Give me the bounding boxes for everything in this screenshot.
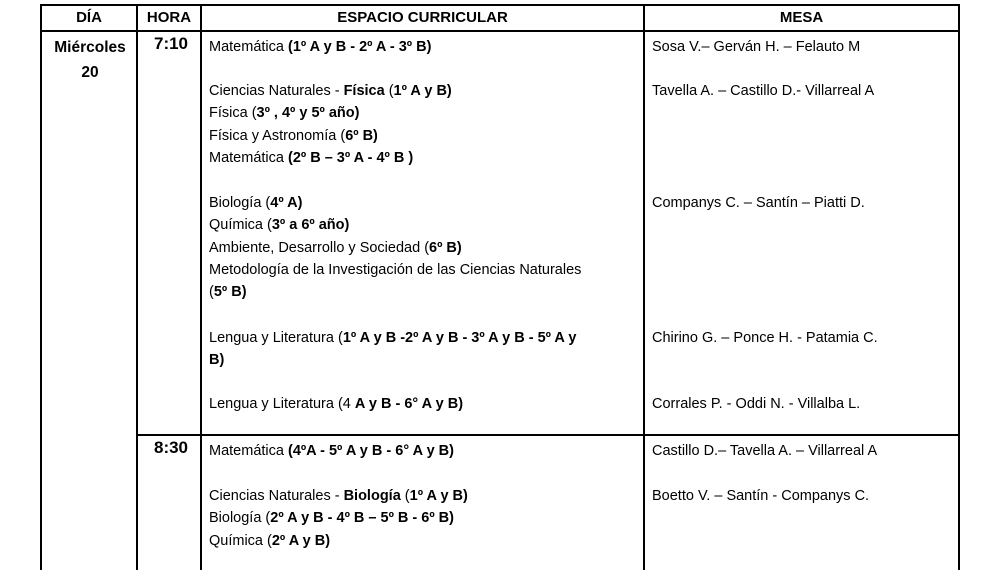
course-group: 3º a 6º año) (271, 217, 350, 234)
course-group: 3º , 4º y 5º año) (256, 105, 360, 122)
subject-text: Metodología de la Investigación de las Ciencias Naturales (209, 261, 582, 278)
examiners-panel: Tavella A. – Castillo D.- Villarreal A (652, 83, 875, 99)
course-group: 5º B) (213, 284, 247, 301)
curricular-line (209, 125, 649, 147)
course-group: Física (343, 83, 385, 99)
course-group: 6º B) (345, 127, 378, 144)
examiners-panel: Chirino G. – Ponce H. - Patamia C. (652, 330, 878, 346)
curricular-line (209, 102, 649, 124)
subject-text: Ambiente, Desarrollo y Sociedad ( (209, 239, 430, 256)
column-divider (136, 6, 138, 570)
subject-text: Ciencias Naturales - (209, 488, 344, 504)
course-group: 1º A y B -2º A y B - 3º A y B - 5º A y (342, 330, 577, 346)
examiners-panel: Companys C. – Santín – Piatti D. (652, 195, 865, 211)
examiners-panel: Castillo D.– Tavella A. – Villarreal A (652, 443, 878, 459)
subject-text: Química ( (209, 217, 272, 234)
curricular-space-block (209, 192, 649, 303)
course-group: (1º A y B - 2º A - 3º B) (287, 39, 432, 55)
header-divider (42, 30, 958, 32)
curricular-line (209, 237, 649, 259)
examiners-panel: Boetto V. – Santín - Companys C. (652, 488, 870, 504)
examiners-panel: Sosa V.– Gerván H. – Felauto M (652, 39, 861, 55)
curricular-line (209, 192, 649, 214)
course-group: 4º A) (270, 195, 303, 211)
curricular-line (209, 530, 649, 552)
curricular-line (209, 507, 649, 529)
curricular-space-block (209, 36, 649, 58)
curricular-line (209, 259, 649, 281)
curricular-space-block (209, 440, 649, 462)
subject-text: Ciencias Naturales - (209, 83, 344, 99)
examiners-panel: Corrales P. - Oddi N. - Villalba L. (652, 396, 861, 412)
course-group: A y B - 6° A y B) (354, 396, 464, 412)
schedule-table (40, 4, 960, 570)
curricular-line (209, 214, 649, 236)
curricular-space-block (209, 327, 649, 372)
course-group: 2º A y B - 4º B – 5º B - 6º B) (270, 510, 454, 527)
header-hora: HORA (146, 9, 192, 26)
curricular-line (209, 485, 649, 507)
subject-text: Física y Astronomía ( (209, 127, 346, 144)
course-group: (2º B – 3º A - 4º B ) (287, 149, 414, 166)
curricular-space-block (209, 485, 649, 552)
curricular-space-block (209, 80, 649, 169)
time-slot: 7:10 (153, 34, 189, 53)
curricular-line (209, 349, 649, 371)
subject-text: Lengua y Literatura (4 (209, 396, 355, 412)
course-group: 1º A y B) (393, 83, 452, 99)
day-name: Miércoles (54, 39, 126, 56)
subject-text: Lengua y Literatura ( (209, 330, 343, 346)
course-group: B) (209, 352, 225, 369)
header-espacio-curricular: ESPACIO CURRICULAR (337, 9, 508, 26)
subject-text: Matemática (209, 443, 288, 459)
curricular-line (209, 281, 649, 303)
subject-text: Matemática (209, 149, 288, 166)
curricular-line (209, 327, 649, 349)
subject-text: ( (400, 488, 410, 504)
subject-text: Matemática (209, 39, 288, 55)
header-mesa: MESA (779, 9, 824, 26)
curricular-line (209, 440, 649, 462)
course-group: 6º B) (429, 239, 462, 256)
time-slot: 8:30 (153, 438, 189, 457)
header-dia: DÍA (76, 9, 102, 26)
course-group: 1º A y B) (409, 488, 468, 504)
curricular-line (209, 80, 649, 102)
subject-text: Física ( (209, 105, 257, 122)
subject-text: ( (384, 83, 394, 99)
course-group: Biología (343, 488, 401, 504)
curricular-line (209, 393, 649, 415)
course-group: (4ºA - 5º A y B - 6° A y B) (287, 443, 454, 459)
slot-divider (136, 434, 958, 436)
course-group: 2º A y B) (271, 532, 331, 549)
subject-text: ( (209, 284, 214, 301)
curricular-line (209, 147, 649, 169)
subject-text: Biología ( (209, 195, 271, 211)
subject-text: Química ( (209, 532, 272, 549)
subject-text: Biología ( (209, 510, 271, 527)
curricular-line (209, 36, 649, 58)
day-number: 20 (81, 64, 99, 81)
column-divider (200, 6, 202, 570)
curricular-space-block (209, 393, 649, 415)
